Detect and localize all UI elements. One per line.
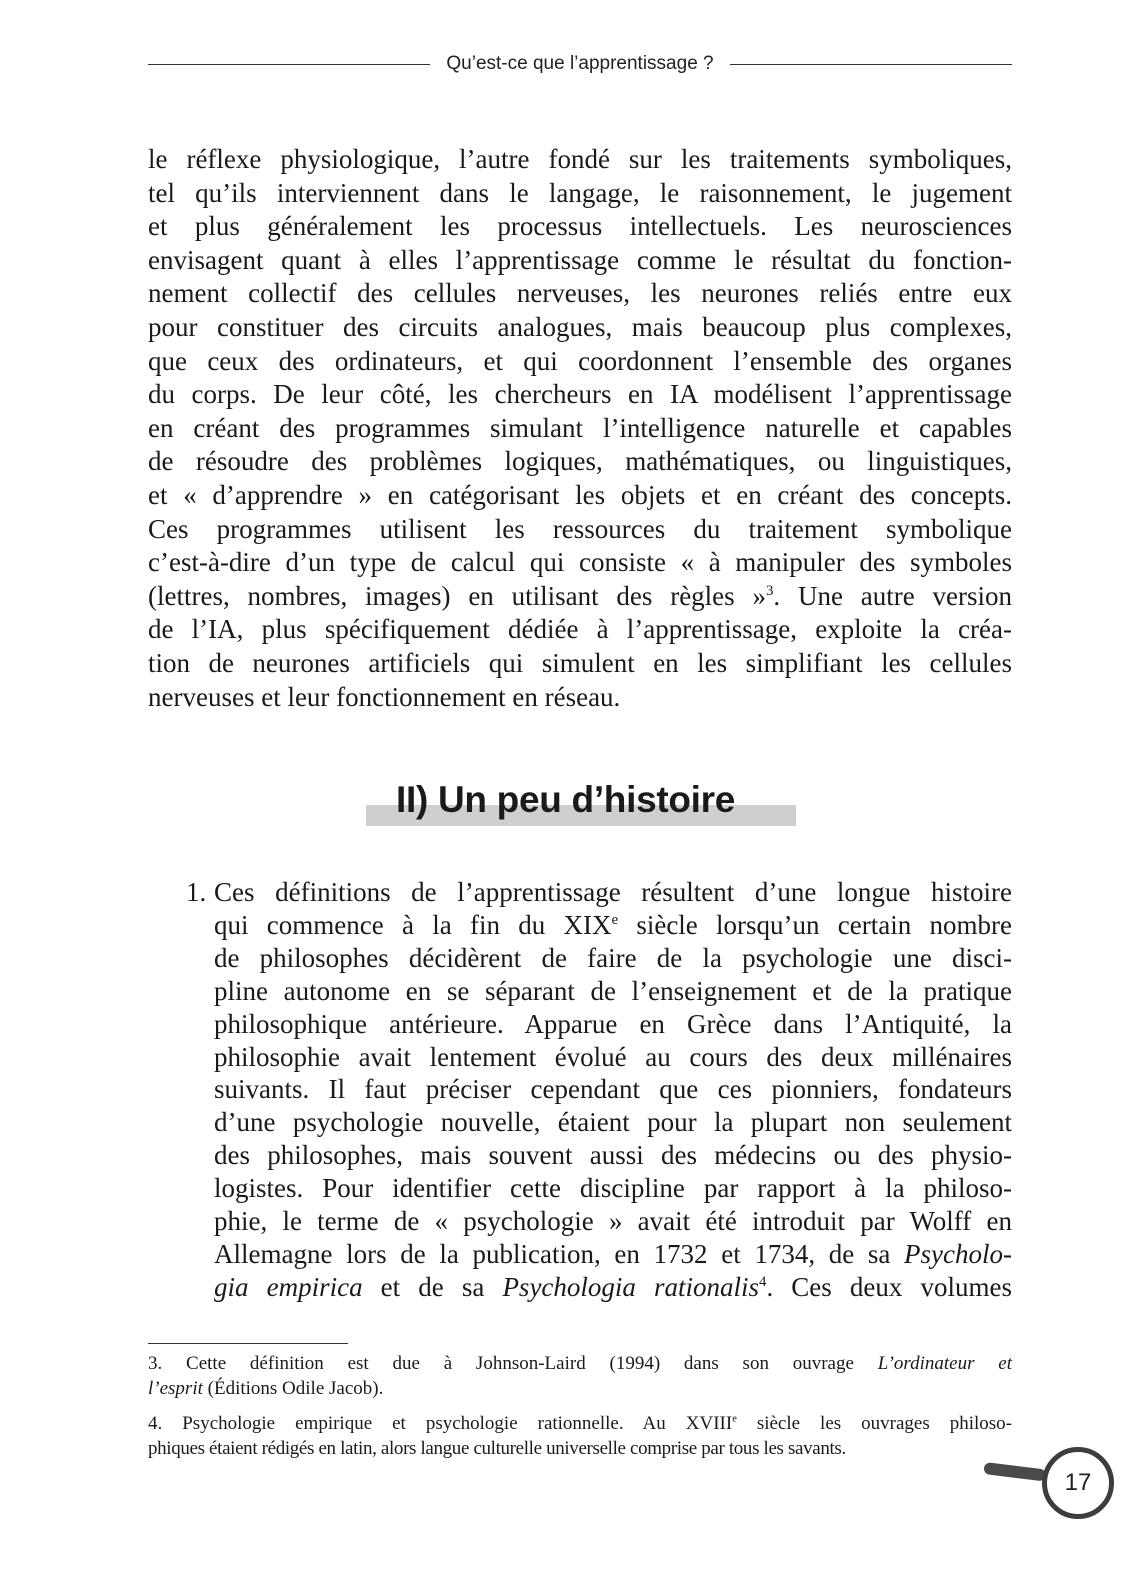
text-line: Ces programmes utilisent les ressources du traitement symbolique — [148, 513, 1012, 544]
body-paragraph — [148, 143, 1012, 714]
footnote-ref-3: 3 — [765, 582, 774, 599]
section-heading — [366, 778, 796, 828]
text-line — [214, 909, 1012, 942]
text-line: tion de neurones artificiels qui simulent en les simplifiant les cellules — [148, 647, 1012, 678]
book-title: gia empirica — [214, 1271, 363, 1302]
text-line: le réflexe physiologique, l’autre fondé sur les traitements symboliques, — [148, 144, 1012, 174]
text-line: pline autonome en se séparant de l’enseignement et de la pratique — [214, 975, 1012, 1006]
text-line: phie, le terme de « psychologie » avait été introduit par Wolff en — [214, 1206, 1012, 1237]
text-line: suivants. Il faut préciser cependant que ces pionniers, fondateurs — [214, 1074, 1012, 1105]
text-line: c’est-à-dire d’un type de calcul qui consiste « à manipuler des symboles — [148, 547, 1012, 578]
footnote-separator — [148, 1343, 348, 1344]
text-line: de philosophes décidèrent de faire de la psychologie une disci- — [214, 942, 1012, 973]
text-line: tel qu’ils interviennent dans le langage, le raisonnement, le jugement — [148, 177, 1012, 208]
text-line: logistes. Pour identifier cette discipline par rapport à la philoso- — [214, 1173, 1012, 1204]
text-segment: . Ces deux volumes — [766, 1271, 1012, 1302]
text-line — [214, 1238, 1012, 1271]
text-line — [214, 1271, 1012, 1304]
text-line-with-footnote-ref — [148, 580, 1012, 614]
header-rule-left — [148, 64, 430, 65]
text-line: Ces définitions de l’apprentissage résultent d’une longue histoire — [214, 877, 1012, 907]
text-line: nement collectif des cellules nerveuses, les neurones reliés entre eux — [148, 278, 1012, 309]
text-line: de l’IA, plus spécifiquement dédiée à l’apprentissage, exploite la créa- — [148, 614, 1012, 645]
text-segment: (Éditions Odile Jacob). — [202, 1378, 384, 1399]
text-line: pour constituer des circuits analogues, mais beaucoup plus complexes, — [148, 311, 1012, 342]
text-line: philosophique antérieure. Apparue en Grèce dans l’Antiquité, la — [214, 1008, 1012, 1039]
section-title: II) Un peu d’histoire — [396, 779, 736, 820]
magnifier-handle-icon — [983, 1462, 1046, 1481]
text-line: des philosophes, mais souvent aussi des médecins ou des physio- — [214, 1140, 1012, 1171]
running-title: Qu’est-ce que l’apprentissage ? — [446, 53, 714, 74]
numbered-list-item — [186, 876, 1012, 1304]
footnote-line: phiques étaient rédigés en latin, alors langue culturelle universelle comprise par tous les savants. — [148, 1438, 846, 1459]
book-title: L’ordinateur et — [877, 1353, 1012, 1374]
text-segment: Allemagne lors de la publication, en 1732 et 1734, de sa — [214, 1238, 905, 1269]
running-header — [148, 50, 1012, 78]
page-number: 17 — [1064, 1469, 1092, 1496]
book-title: Psychologia rationalis — [502, 1271, 760, 1302]
header-rule-right — [730, 64, 1012, 65]
text-line: de résoudre des problèmes logiques, mathématiques, ou linguistiques, — [148, 446, 1012, 477]
text-line: nerveuses et leur fonctionnement en réseau. — [148, 681, 621, 712]
text-segment: 3. Cette définition est due à Johnson-Laird (1994) dans son ouvrage — [148, 1353, 878, 1374]
text-segment: . Une autre version — [773, 580, 1012, 611]
footnote-line — [148, 1411, 1012, 1436]
text-segment: (lettres, nombres, images) en utilisant des règles » — [148, 580, 766, 611]
text-line: d’une psychologie nouvelle, étaient pour la plupart non seulement — [214, 1107, 1012, 1138]
text-line: et plus généralement les processus intellectuels. Les neurosciences — [148, 211, 1012, 242]
text-segment: 4. Psychologie empirique et psychologie rationnelle. Au XVIII — [148, 1413, 733, 1434]
text-segment: siècle lorsqu’un certain nombre — [618, 909, 1012, 940]
text-segment: qui commence à la fin du XIX — [214, 909, 612, 940]
footnote-3 — [148, 1351, 1012, 1401]
text-line: et « d’apprendre » en catégorisant les objets et en créant des concepts. — [148, 479, 1012, 510]
list-number: 1. — [186, 877, 207, 907]
text-segment: et de sa — [362, 1271, 503, 1302]
footnote-4 — [148, 1411, 1012, 1461]
footnote-line — [148, 1351, 1012, 1376]
text-line: en créant des programmes simulant l’intelligence naturelle et capables — [148, 412, 1012, 443]
footnote-ref-4: 4 — [759, 1273, 767, 1290]
text-line: philosophie avait lentement évolué au cours des deux millénaires — [214, 1041, 1012, 1072]
footnote-line — [148, 1376, 1012, 1401]
superscript: e — [732, 1413, 737, 1425]
superscript: e — [611, 911, 619, 928]
text-line: envisagent quant à elles l’apprentissage comme le résultat du fonction- — [148, 244, 1012, 275]
text-line: que ceux des ordinateurs, et qui coordonnent l’ensemble des organes — [148, 345, 1012, 376]
page-number-badge — [984, 1447, 1116, 1537]
text-line: du corps. De leur côté, les chercheurs en IA modélisent l’apprentissage — [148, 379, 1012, 410]
text-segment: siècle les ouvrages philoso- — [736, 1413, 1012, 1434]
book-title: Psycholo- — [904, 1238, 1012, 1269]
magnifier-ring-icon — [1042, 1447, 1114, 1519]
book-title: l’esprit — [148, 1378, 203, 1399]
